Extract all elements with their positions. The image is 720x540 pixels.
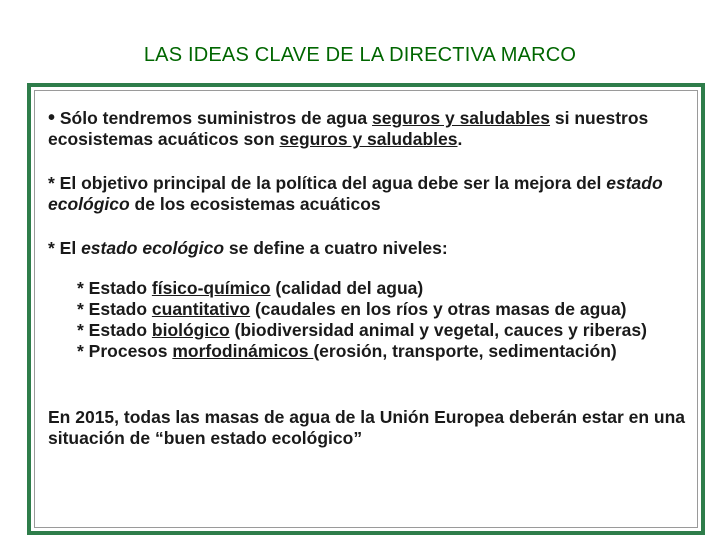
content-text <box>48 108 698 449</box>
level-item: * Estado físico-químico (calidad del agua) <box>77 278 424 298</box>
paragraph-safe-water: • Sólo tendremos suministros de agua seguros y saludables si nuestros ecosistemas acuáticos son seguros y saludables. <box>48 107 649 149</box>
bullet-icon: • <box>48 107 56 129</box>
level-item: * Estado cuantitativo (caudales en los ríos y otras masas de agua) <box>77 299 627 319</box>
underlined-phrase: seguros y saludables <box>279 129 458 149</box>
paragraph-policy-objective: * El objetivo principal de la política del agua debe ser la mejora del estado ecológico de los ecosistemas acuáticos <box>48 173 663 214</box>
level-item: * Procesos morfodinámicos (erosión, transporte, sedimentación) <box>77 341 617 361</box>
underlined-phrase: seguros y saludables <box>372 108 551 128</box>
italic-phrase: estado ecológico <box>48 173 663 214</box>
italic-phrase: estado ecológico <box>81 238 225 258</box>
paragraph-2015-goal: En 2015, todas las masas de agua de la Unión Europea deberán estar en una situación de “buen estado ecológico” <box>48 407 686 448</box>
paragraph-four-levels: * El estado ecológico se define a cuatro niveles: <box>48 238 448 258</box>
level-item: * Estado biológico (biodiversidad animal y vegetal, cauces y riberas) <box>77 320 647 340</box>
slide-title: LAS IDEAS CLAVE DE LA DIRECTIVA MARCO <box>143 44 577 66</box>
levels-list <box>48 278 698 362</box>
content-frame <box>27 83 705 535</box>
